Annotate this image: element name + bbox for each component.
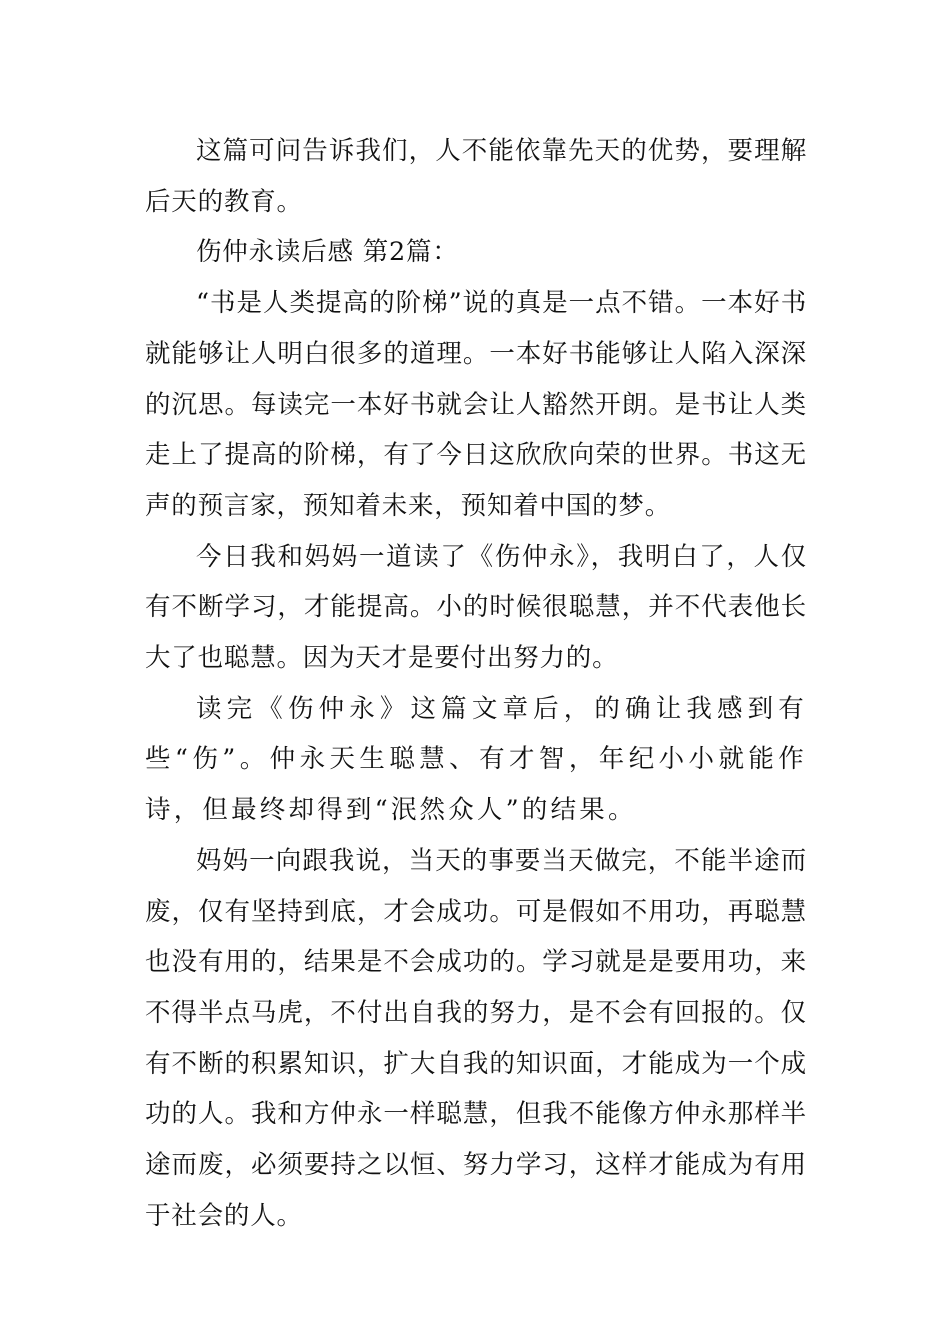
section-heading: 伤仲永读后感 第2篇： bbox=[196, 237, 459, 268]
document-body bbox=[145, 126, 807, 1241]
paragraph-4: 读完《伤仲永》这篇文章后，的确让我感到有些“伤”。仲永天生聪慧、有才智，年纪小小就能作诗，但最终却得到“泯然众人”的结果。 bbox=[145, 693, 807, 826]
paragraph-3: 今日我和妈妈一道读了《伤仲永》，我明白了，人仅有不断学习，才能提高。小的时候很聪慧，并不代表他长大了也聪慧。因为天才是要付出努力的。 bbox=[145, 541, 807, 674]
paragraph-2: “书是人类提高的阶梯”说的真是一点不错。一本好书就能够让人明白很多的道理。一本好书能够让人陷入深深的沉思。每读完一本好书就会让人豁然开朗。是书让人类走上了提高的阶梯，有了今日这欣欣向荣的世界。书这无声的预言家，预知着未来，预知着中国的梦。 bbox=[145, 288, 807, 521]
paragraph-5: 妈妈一向跟我说，当天的事要当天做完，不能半途而废，仅有坚持到底，才会成功。可是假如不用功，再聪慧也没有用的，结果是不会成功的。学习就是是要用功，来不得半点马虎，不付出自我的努力，是不会有回报的。仅有不断的积累知识，扩大自我的知识面，才能成为一个成功的人。我和方仲永一样聪慧，但我不能像方仲永那样半途而废，必须要持之以恒、努力学习，这样才能成为有用于社会的人。 bbox=[145, 845, 807, 1231]
paragraph-1: 这篇可问告诉我们，人不能依靠先天的优势，要理解后天的教育。 bbox=[145, 136, 807, 217]
